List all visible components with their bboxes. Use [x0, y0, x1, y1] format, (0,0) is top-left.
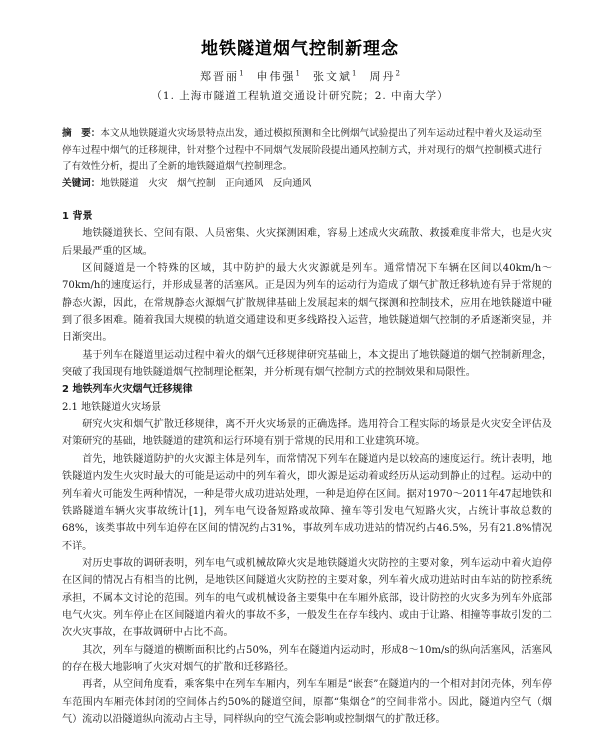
- author-affil-mark: 1: [239, 69, 244, 78]
- keywords-text: 地铁隧道 火灾 烟气控制 正向通风 反向通风: [100, 178, 312, 189]
- author-affil-mark: 1: [295, 69, 300, 78]
- paragraph: 再者，从空间角度看，乘客集中在列车车厢内，列车车厢是“嵌套”在隧道内的一个相对封闭壳体，列车停车范围内车厢壳体封闭的空间体占约50%的隧道空间，原都“集烟仓”的空间非常小。因此，隧道内空气（烟气）流动以沿隧道纵向流动占主导，同样纵向的空气流会影响或控制烟气的扩散迁移。: [62, 679, 552, 725]
- author-name: 张文斌: [313, 70, 352, 83]
- paragraph: 对历史事故的调研表明，列车电气或机械故障火灾是地铁隧道火灾防控的主要对象，列车运动中着火迫停在区间的情况占有相当的比例，是地铁区间隧道火灾防控的主要对象，列车着火成功进站时由车站的防控系统承担，不属本文讨论的范围。列车的电气或机械设备主要集中在车厢外底部，设计防控的火灾多为列车外底部电气火灾。列车停止在区间隧道内着火的事故不多，一般发生在存车线内、或由于让路、相撞等事故引发的二次火灾事故，在事故调研中占比不高。: [62, 557, 552, 639]
- author-name: 郑晋丽: [200, 70, 240, 83]
- abstract-text: 本文从地铁隧道火灾场景特点出发，通过模拟预测和全比例烟气试验提出了列车运动过程中着火及运动至停车过程中烟气的迁移规律，针对整个过程中不同烟气发展阶段提出通风控制方式，并对现行的烟气控制模式进行了有效性分析，提出了全新的地铁隧道烟气控制理念。: [62, 128, 543, 172]
- author-affil-mark: 1: [352, 69, 357, 78]
- keywords: [62, 176, 542, 192]
- body-text: [62, 208, 552, 728]
- author: [313, 70, 356, 83]
- author: [257, 70, 300, 83]
- subsection-heading: 2.1 地铁隧道火灾场景: [62, 401, 162, 413]
- author: [369, 70, 399, 83]
- paper-title: 地铁隧道烟气控制新理念: [201, 39, 399, 59]
- paragraph: 其次，列车与隧道的横断面积比约占50%，列车在隧道内运动时，形成8～10m/s的纵向活塞风，活塞风的存在极大地影响了火灾对烟气的扩散和迁移路径。: [62, 644, 552, 673]
- paragraph: 地铁隧道狭长、空间有限、人员密集、火灾探测困难，容易上述成火灾疏散、救援难度非常大，也是火灾后果最严重的区域。: [62, 228, 552, 257]
- keywords-label: 关键词：: [62, 178, 101, 189]
- paragraph: 研究火灾和烟气扩散迁移规律，离不开火灾场景的正确选择。选用符合工程实际的场景是火灾安全评估及对策研究的基础，地铁隧道的建筑和运行环境有别于常规的民用和工业建筑环境。: [62, 419, 552, 448]
- author-name: 周丹: [369, 70, 396, 83]
- section-heading: 1 背景: [62, 211, 93, 222]
- author-name: 申伟强: [256, 70, 296, 83]
- author: [200, 70, 243, 83]
- abstract-label: 摘 要：: [62, 128, 101, 139]
- affiliation: （1. 上海市隧道工程轨道交通设计研究院；2. 中南大学）: [151, 90, 449, 102]
- paragraph: 区间隧道是一个特殊的区域，其中防护的最大火灾源就是列车。通常情况下车辆在区间以40km/h～70km/h的速度运行，并形成显著的活塞风。正是因为列车的运动行为造成了烟气扩散迁移轨迹有异于常规的静态火源，因此，在常规静态火源烟气扩散规律基础上发展起来的烟气探测和控制技术，应用在地铁隧道中碰到了很多困难。随着我国大规模的轨道交通建设和更多线路投入运营，地铁隧道烟气控制的矛盾逐渐突显，并日渐突出。: [62, 263, 552, 344]
- section-heading: 2 地铁列车火灾烟气迁移规律: [62, 384, 193, 396]
- author-affil-mark: 2: [395, 69, 400, 78]
- paragraph: 基于列车在隧道里运动过程中着火的烟气迁移规律研究基础上，本文提出了地铁隧道的烟气控制新理念，突破了我国现有地铁隧道烟气控制理论框架，并分析现有烟气控制方式的控制效果和局限性。: [62, 349, 552, 379]
- abstract: [62, 126, 542, 176]
- author-line: [0, 68, 600, 84]
- paragraph: 首先，地铁隧道防护的火灾源主体是列车，而常情况下列车在隧道内是以较高的速度运行。统计表明，地铁隧道内发生火灾时最大的可能是运动中的列车着火，即火源是运动着或经历从运动到静止的过程。运动中的列车着火可能发生两种情况，一种是带火成功进站处理，一种是迫停在区间。据对1970～2011年47起地铁和铁路隧道车辆火灾事故统计[1]，列车电气设备短路或故障、撞车等引发电气短路火灾，占统计事故总数的68%，该类事故中列车迫停在区间的情况约占31%，事故列车成功进站的情况约占46.5%，另有21.8%情况不详。: [62, 453, 552, 552]
